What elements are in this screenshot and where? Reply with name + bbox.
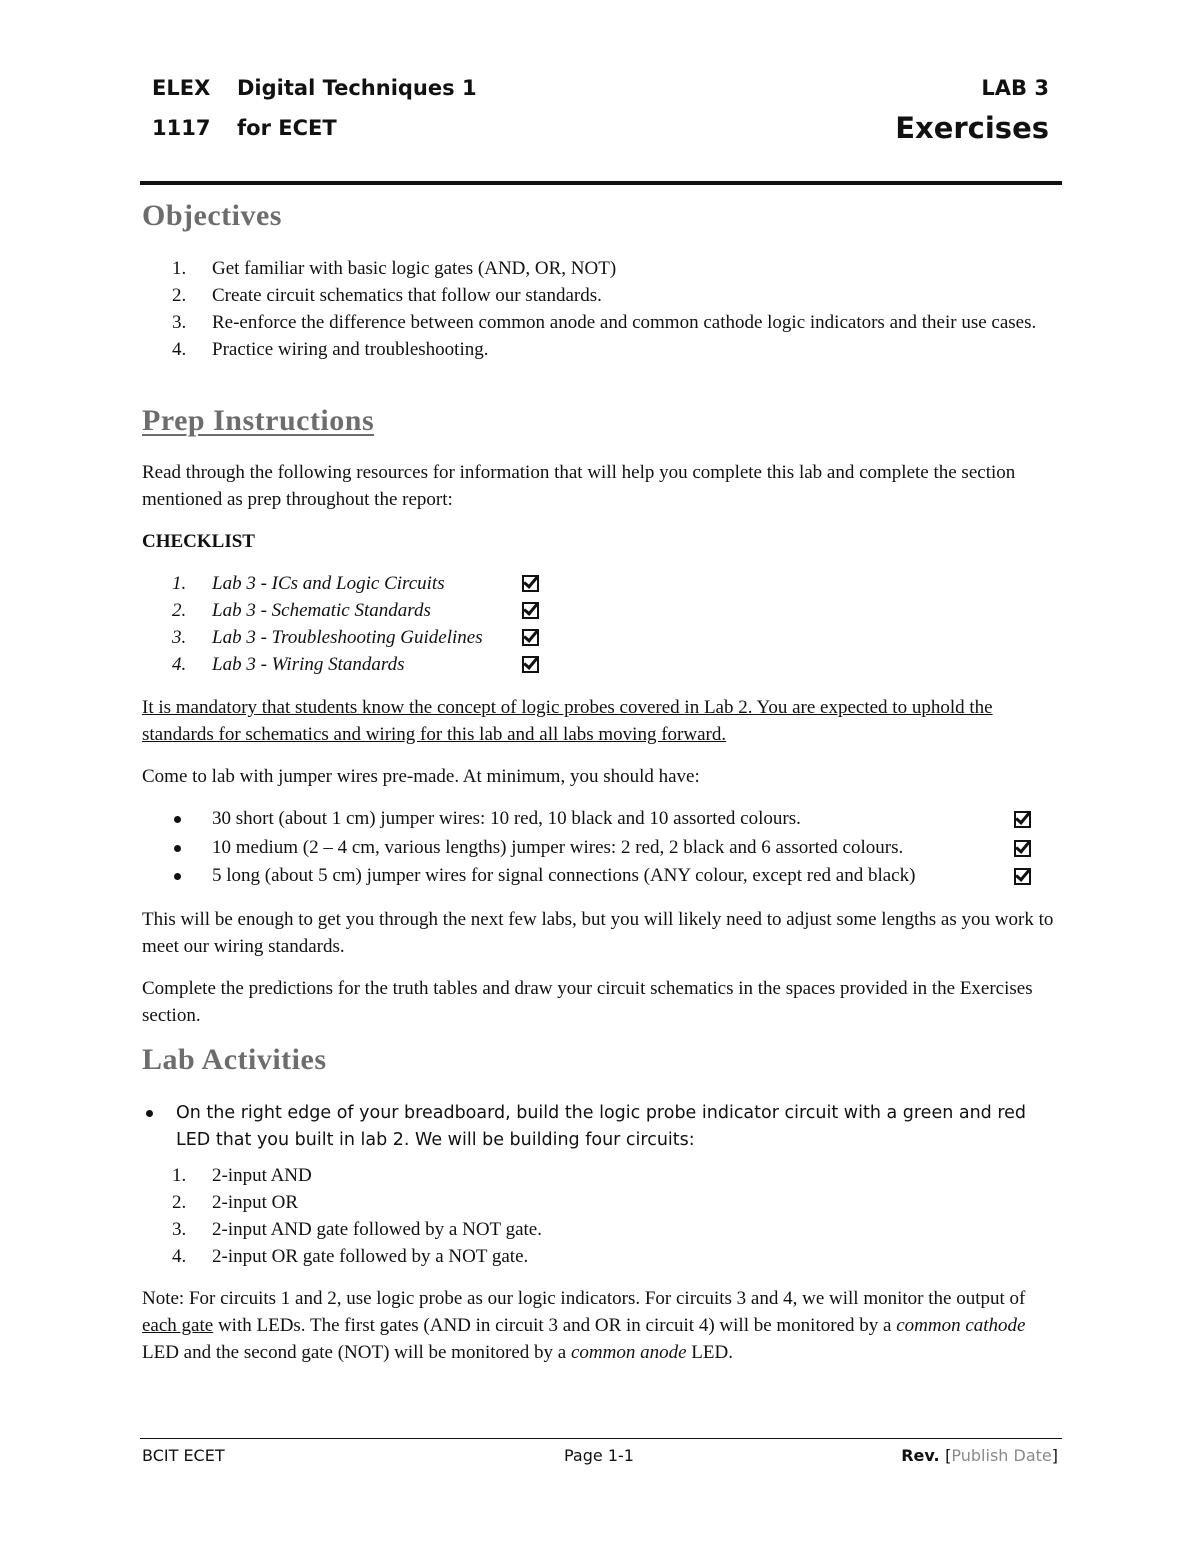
enough-note: This will be enough to get you through the next few labs, but you will likely need to adjust some lengths as you work to meet our wiring standards. bbox=[142, 909, 1054, 957]
checkbox-checked-icon bbox=[1014, 868, 1031, 885]
circuits-list bbox=[172, 1162, 1072, 1270]
prep-heading: Prep Instructions bbox=[142, 404, 375, 437]
activities-heading: Lab Activities bbox=[142, 1043, 327, 1076]
list-item: 3. 2-input AND gate followed by a NOT gate. bbox=[172, 1219, 542, 1240]
list-item: 5 long (about 5 cm) jumper wires for signal connections (ANY colour, except red and black) bbox=[172, 862, 1052, 891]
activities-bullet-text: On the right edge of your breadboard, build the logic probe indicator circuit with a green and red LED that you built in lab 2. We will be building four circuits: bbox=[176, 1103, 1027, 1150]
list-item: 1. Get familiar with basic logic gates (AND, OR, NOT) bbox=[172, 258, 617, 279]
checklist-item: 3. Lab 3 - Troubleshooting Guidelines bbox=[172, 624, 572, 651]
bullet-icon bbox=[174, 845, 181, 852]
bullet-icon bbox=[174, 816, 181, 823]
list-item: 30 short (about 1 cm) jumper wires: 10 red, 10 black and 10 assorted colours. bbox=[172, 805, 1052, 834]
list-item: 2. 2-input OR bbox=[172, 1192, 299, 1213]
list-item: 3. Re-enforce the difference between common anode and common cathode logic indicators and their use cases. bbox=[172, 312, 1037, 333]
checkbox-checked-icon bbox=[522, 656, 539, 673]
activities-note: Note: For circuits 1 and 2, use logic probe as our logic indicators. For circuits 3 and 4, we will monitor the output of each gate with LEDs. The first gates (AND in circuit 3 and OR in circuit 4) will be monitored by a common cathode LED and the second gate (NOT) will be monitored by a common anode LED. bbox=[142, 1288, 1026, 1363]
course-title-line1: Digital Techniques 1 bbox=[237, 76, 477, 100]
list-item: 1. 2-input AND bbox=[172, 1165, 312, 1186]
checkbox-checked-icon bbox=[522, 575, 539, 592]
course-title-line2: for ECET bbox=[237, 116, 337, 140]
course-code-line1: ELEX bbox=[152, 76, 211, 100]
lab-number: LAB 3 bbox=[981, 76, 1049, 100]
bullet-icon bbox=[174, 873, 181, 880]
list-item: 4. Practice wiring and troubleshooting. bbox=[172, 339, 489, 360]
activities-bullet bbox=[144, 1100, 1064, 1154]
prep-intro: Read through the following resources for information that will help you complete this lab and complete the section mentioned as prep throughout the report: bbox=[142, 462, 1016, 510]
objectives-list bbox=[172, 255, 1072, 363]
header-divider bbox=[140, 181, 1062, 185]
complete-note: Complete the predictions for the truth tables and draw your circuit schematics in the spaces provided in the Exercises section. bbox=[142, 978, 1033, 1026]
footer-left: BCIT ECET bbox=[142, 1446, 225, 1465]
checklist-item: 2. Lab 3 - Schematic Standards bbox=[172, 597, 572, 624]
checkbox-checked-icon bbox=[1014, 840, 1031, 857]
footer-page-number: Page 1-1 bbox=[564, 1446, 634, 1465]
objectives-heading: Objectives bbox=[142, 199, 282, 232]
footer-revision: Rev. [Publish Date] bbox=[901, 1446, 1058, 1465]
checklist-label: CHECKLIST bbox=[142, 531, 255, 552]
list-item: 2. Create circuit schematics that follow our standards. bbox=[172, 285, 602, 306]
checklist-item: 1. Lab 3 - ICs and Logic Circuits bbox=[172, 570, 572, 597]
list-item: 10 medium (2 – 4 cm, various lengths) jumper wires: 2 red, 2 black and 6 assorted colours. bbox=[172, 834, 1052, 863]
checklist-item: 4. Lab 3 - Wiring Standards bbox=[172, 651, 572, 678]
doc-type-title: Exercises bbox=[895, 111, 1049, 145]
bullet-icon bbox=[146, 1110, 153, 1117]
checkbox-checked-icon bbox=[522, 602, 539, 619]
jumper-intro: Come to lab with jumper wires pre-made. At minimum, you should have: bbox=[142, 766, 700, 787]
course-code-line2: 1117 bbox=[152, 116, 211, 140]
mandatory-note: It is mandatory that students know the concept of logic probes covered in Lab 2. You are expected to uphold the standards for schematics and wiring for this lab and all labs moving forward. bbox=[142, 697, 993, 745]
jumper-list bbox=[172, 805, 1052, 891]
checklist bbox=[172, 570, 572, 678]
checkbox-checked-icon bbox=[522, 629, 539, 646]
list-item: 4. 2-input OR gate followed by a NOT gate. bbox=[172, 1246, 529, 1267]
footer-divider bbox=[140, 1438, 1062, 1439]
checkbox-checked-icon bbox=[1014, 811, 1031, 828]
